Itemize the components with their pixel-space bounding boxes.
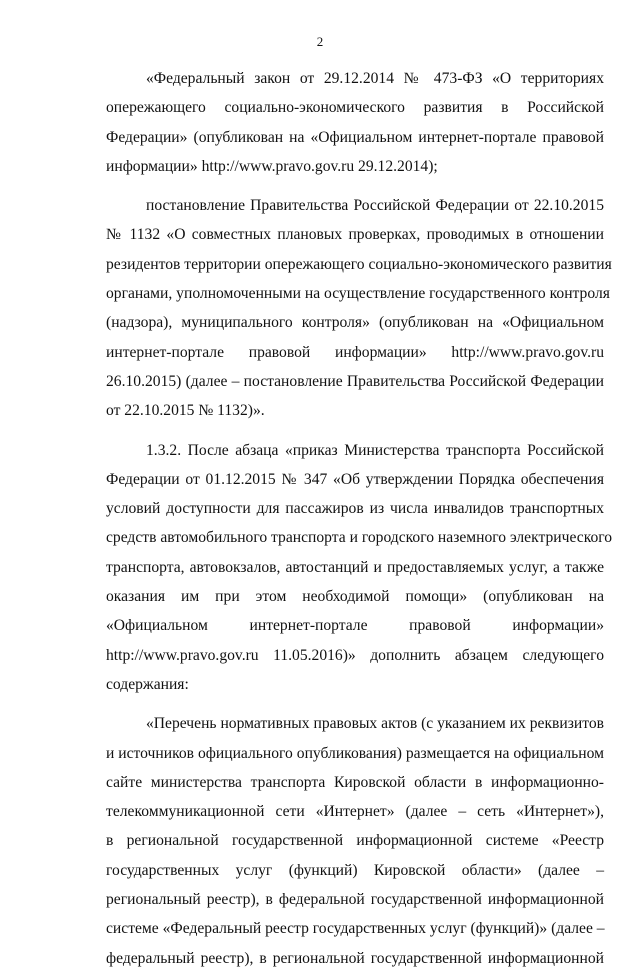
document-body [106,64,613,973]
text-line: 26.10.2015) (далее – постановление Правительства Российской Федерации [106,372,604,390]
text-line: «Федеральный закон от 29.12.2014 № 473-ФЗ «О территориях [146,70,604,87]
text-line: Федерации от 01.12.2015 № 347 «Об утверждении Порядка обеспечения [106,470,604,488]
text-line: условий доступности для пассажиров из числа инвалидов транспортных [106,500,604,518]
text-line: телекоммуникационной сети «Интернет» (далее – сеть «Интернет»), [106,803,604,821]
text-line: государственных услуг (функций) Кировской области» (далее – [106,861,604,879]
text-line: информации» http://www.pravo.gov.ru 29.12.2014); [106,157,438,175]
paragraph-federal-law-473 [106,64,604,181]
text-line: региональный реестр), в федеральной государственной информационной [106,891,604,909]
paragraph-normative-acts-list [106,709,604,973]
text-line: и источников официального опубликования) размещается на официальном [106,744,604,762]
text-line: резидентов территории опережающего социально-экономического развития [106,255,612,273]
text-line: 1.3.2. После абзаца «приказ Министерства транспорта Российской [146,441,604,459]
text-line: средств автомобильного транспорта и городского наземного электрического [106,529,613,547]
text-line: «Перечень нормативных правовых актов (с указанием их реквизитов [146,715,604,733]
text-line: содержания: [106,675,189,693]
text-line: органами, уполномоченными на осуществление государственного контроля [106,285,610,303]
text-line: в региональной государственной информационной системе «Реестр [106,832,604,850]
text-line: от 22.10.2015 № 1132)». [106,402,265,420]
text-line: системе «Федеральный реестр государственных услуг (функций)» (далее – [106,920,605,938]
text-line: транспорта, автовокзалов, автостанций и предоставляемых услуг, а также [106,558,604,576]
text-line: сайте министерства транспорта Кировской области в информационно- [106,773,604,791]
text-line: постановление Правительства Российской Федерации от 22.10.2015 [146,197,604,215]
page-number: 2 [316,34,324,49]
text-line: Федерации» (опубликован на «Официальном интернет-портале правовой [106,128,604,146]
text-line: оказания им при этом необходимой помощи» (опубликован на [106,588,604,606]
text-line: федеральный реестр), в региональной государственной информационной [106,949,604,967]
text-line: опережающего социально-экономического развития в Российской [106,99,604,117]
paragraph-clause-1-3-2 [106,436,613,700]
text-line: интернет-портале правовой информации» http://www.pravo.gov.ru [106,343,604,361]
text-line: http://www.pravo.gov.ru 11.05.2016)» дополнить абзацем следующего [106,646,604,664]
text-line: № 1132 «О совместных плановых проверках, проводимых в отношении [106,226,604,244]
paragraph-government-decree-1132 [106,191,612,425]
text-line: «Официальном интернет-портале правовой информации» [106,617,604,635]
text-line: (надзора), муниципального контроля» (опубликован на «Официальном [106,314,604,332]
